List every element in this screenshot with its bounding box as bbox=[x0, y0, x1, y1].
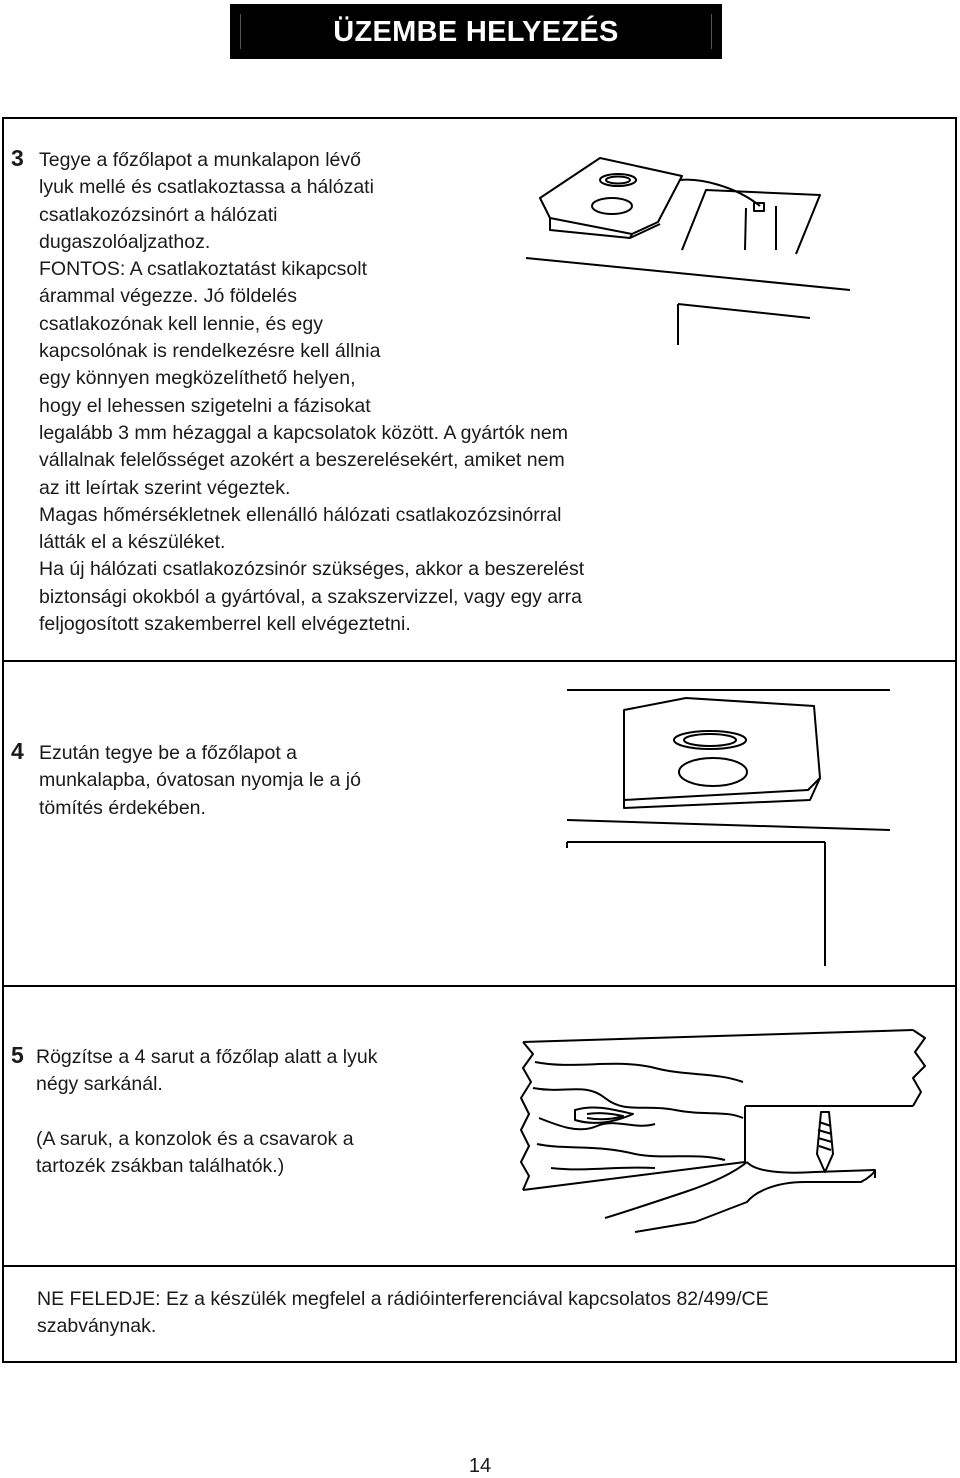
step-3-line: Ha új hálózati csatlakozózsinór szükséges, akkor a beszerelést bbox=[39, 558, 585, 581]
step-5-line: (A saruk, a konzolok és a csavarok a bbox=[36, 1127, 354, 1150]
step-3-line: egy könnyen megközelíthető helyen, bbox=[39, 367, 356, 390]
section-divider bbox=[2, 985, 957, 987]
step-3-line: vállalnak felelősséget azokért a beszerelésekért, amiket nem bbox=[39, 449, 565, 472]
step-4-text bbox=[39, 740, 361, 822]
step-4-line: munkalapba, óvatosan nyomja le a jó bbox=[39, 769, 361, 792]
compliance-note bbox=[37, 1286, 769, 1341]
section-divider bbox=[2, 660, 957, 662]
step-3-line: Tegye a főzőlapot a munkalapon lévő bbox=[39, 149, 361, 171]
step-3-line: hogy el lehessen szigetelni a fázisokat bbox=[39, 394, 371, 417]
step-5-line: Rögzítse a 4 sarut a főzőlap alatt a lyuk bbox=[36, 1046, 378, 1068]
hob-installed-illustration bbox=[560, 680, 900, 970]
note-line: NE FELEDJE: Ez a készülék megfelel a rádióinterferenciával kapcsolatos 82/499/CE bbox=[37, 1288, 769, 1310]
section-title-bar bbox=[230, 4, 722, 59]
step-3-line: feljogosított szakemberrel kell elvégeztetni. bbox=[39, 613, 411, 636]
step-3-line: kapcsolónak is rendelkezésre kell állnia bbox=[39, 340, 381, 363]
step-3-line: árammal végezze. Jó földelés bbox=[39, 285, 297, 308]
step-5-line: tartozék zsákban találhatók.) bbox=[36, 1154, 285, 1177]
step-5-line: négy sarkánál. bbox=[36, 1073, 163, 1096]
page-number: 14 bbox=[468, 1455, 492, 1477]
step-3-line: dugaszolóaljzathoz. bbox=[39, 230, 211, 253]
step-3-line: az itt leírtak szerint végeztek. bbox=[39, 476, 291, 499]
bracket-mounting-illustration bbox=[515, 1022, 935, 1252]
step-3-line: csatlakozónak kell lennie, és egy bbox=[39, 312, 323, 335]
step-3-line: lyuk mellé és csatlakoztassa a hálózati bbox=[39, 176, 374, 199]
step-3-number: 3 bbox=[11, 145, 24, 171]
step-3-line: legalább 3 mm hézaggal a kapcsolatok között. A gyártók nem bbox=[39, 421, 568, 444]
step-5-text bbox=[36, 1044, 377, 1180]
step-3-line: látták el a készüléket. bbox=[39, 531, 226, 554]
step-4-line: Ezután tegye be a főzőlapot a bbox=[39, 742, 298, 764]
step-5-number: 5 bbox=[11, 1042, 24, 1068]
page-title: ÜZEMBE HELYEZÉS bbox=[333, 16, 619, 48]
step-3-line: Magas hőmérsékletnek ellenálló hálózati csatlakozózsinórral bbox=[39, 503, 562, 526]
step-4-number: 4 bbox=[11, 738, 24, 764]
step-3-line: csatlakozózsinórt a hálózati bbox=[39, 203, 278, 226]
step-5-line bbox=[36, 1099, 377, 1126]
note-line: szabványnak. bbox=[37, 1315, 157, 1338]
section-divider bbox=[2, 1265, 957, 1267]
step-3-line: biztonsági okokból a gyártóval, a szakszervizzel, vagy egy arra bbox=[39, 585, 583, 608]
step-4-line: tömítés érdekében. bbox=[39, 796, 206, 819]
hob-connection-illustration bbox=[520, 150, 950, 350]
step-3-text bbox=[39, 147, 584, 638]
step-3-line: FONTOS: A csatlakoztatást kikapcsolt bbox=[39, 258, 368, 281]
